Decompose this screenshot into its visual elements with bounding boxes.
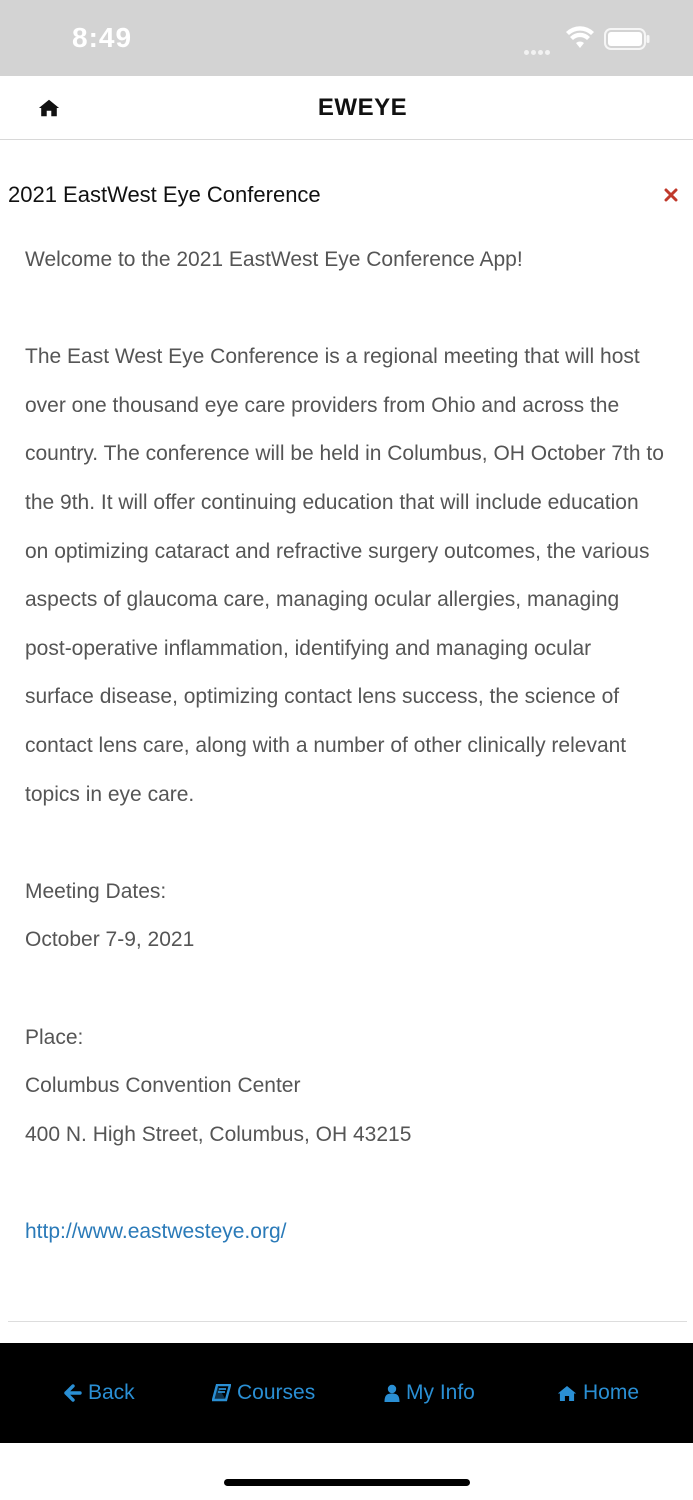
status-bar (0, 0, 693, 76)
nav-back-label: Back (88, 1381, 135, 1404)
nav-courses-button[interactable] (212, 1381, 315, 1405)
page-title: EWEYE (317, 94, 408, 121)
place-address: 400 N. High Street, Columbus, OH 43215 (25, 1122, 412, 1146)
dates-label: Meeting Dates: (25, 879, 167, 903)
wifi-icon (565, 26, 595, 50)
nav-myinfo-label: My Info (406, 1381, 475, 1404)
website-link[interactable]: http://www.eastwesteye.org/ (25, 1219, 287, 1243)
bottom-nav (0, 1343, 693, 1443)
content-divider (8, 1321, 687, 1322)
nav-myinfo-button[interactable] (384, 1381, 475, 1405)
welcome-text: Welcome to the 2021 EastWest Eye Conference App! (25, 248, 523, 271)
nav-back-button[interactable] (64, 1381, 135, 1405)
status-time: 8:49 (72, 22, 133, 53)
battery-icon (604, 28, 650, 50)
nav-courses-label: Courses (237, 1381, 316, 1404)
user-icon (384, 1384, 400, 1402)
close-icon[interactable] (664, 188, 678, 202)
notice-body (25, 236, 665, 1256)
signal-icon (524, 42, 552, 60)
arrow-left-icon (64, 1384, 82, 1402)
nav-home-label: Home (583, 1381, 640, 1404)
notice-title: 2021 EastWest Eye Conference (8, 182, 321, 207)
dates-value: October 7-9, 2021 (25, 928, 195, 952)
home-indicator (224, 1479, 470, 1486)
description-text: The East West Eye Conference is a regional meeting that will host over one thousand eye care providers from Ohio and across the country. The conference will be held in Columbus, OH October 7th to the 9th. It will offer continuing education that will include education on optimizing cataract and refractive surgery outcomes, the various aspects of glaucoma care, managing ocular allergies, managing post-operative inflammation, identifying and managing ocular surface disease, optimizing contact lens success, the science of contact lens care, along with a number of other clinically relevant topics in eye care. (25, 345, 664, 806)
place-label: Place: (25, 1025, 84, 1049)
place-name: Columbus Convention Center (25, 1074, 301, 1098)
app-header (0, 76, 693, 140)
book-icon (212, 1384, 231, 1402)
nav-home-button[interactable] (557, 1381, 639, 1405)
home-icon (557, 1385, 577, 1402)
